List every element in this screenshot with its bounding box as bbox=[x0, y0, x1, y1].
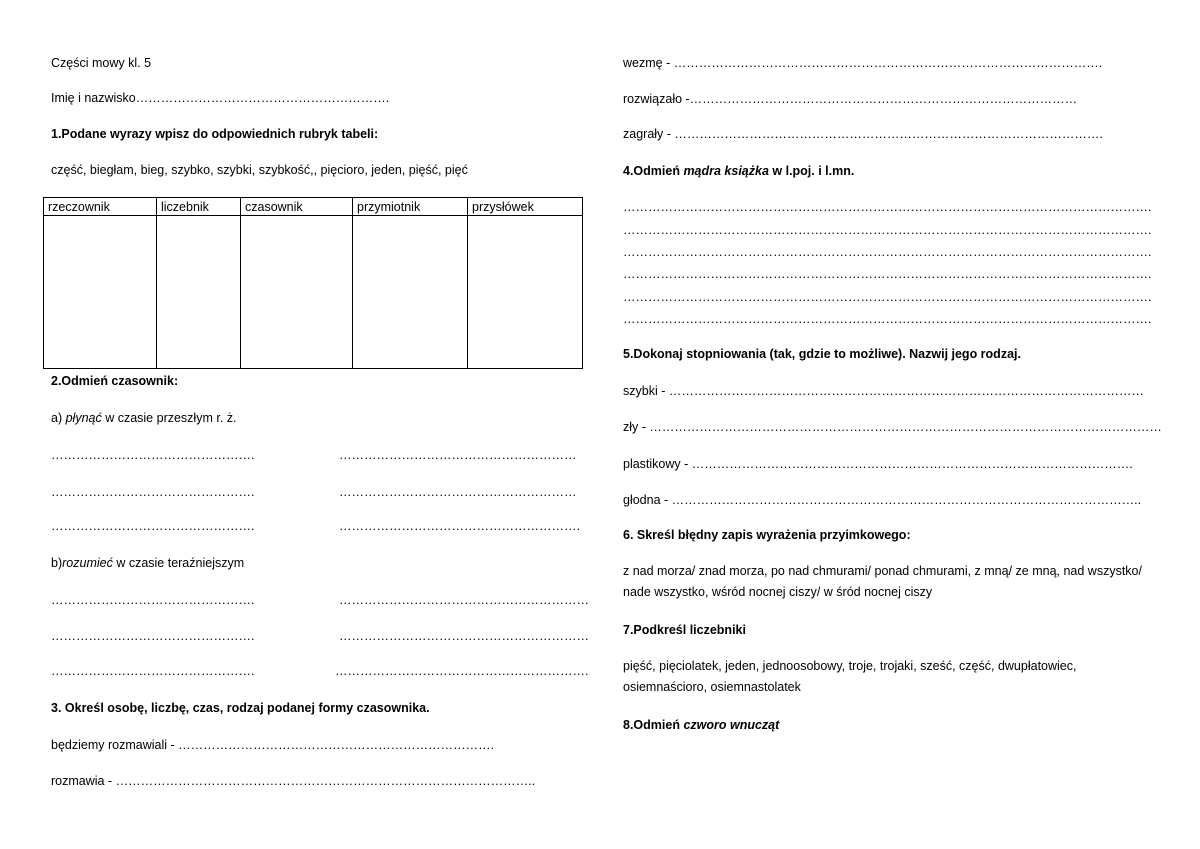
answer-line[interactable]: …………………………………………. bbox=[51, 448, 255, 462]
name-line[interactable]: Imię i nazwisko……………………………………………………. bbox=[51, 91, 390, 105]
answer-cell-rzeczownik[interactable] bbox=[44, 216, 157, 369]
answer-line[interactable]: ………………………………………………… bbox=[339, 485, 577, 499]
task1-words: część, biegłam, bieg, szybko, szybki, szybkość,, pięcioro, jeden, pięść, pięć bbox=[51, 163, 468, 177]
task2-heading: 2.Odmień czasownik: bbox=[51, 374, 179, 388]
answer-cell-przymiotnik[interactable] bbox=[353, 216, 468, 369]
worksheet-title: Części mowy kl. 5 bbox=[51, 56, 152, 70]
answer-line[interactable]: …………………………………………………… bbox=[339, 593, 589, 607]
task3-item[interactable]: rozwiązało -………………………………………………………………………………… bbox=[623, 92, 1078, 106]
task7-text: pięść, pięciolatek, jeden, jednoosobowy, troje, trojaki, sześć, część, dwupłatowiec, osiemnaścioro, osiemnastolatek bbox=[623, 659, 1077, 694]
task5-item[interactable]: szybki - …………………………………………………………………………………………………… bbox=[623, 384, 1144, 398]
parts-of-speech-table bbox=[43, 197, 583, 369]
answer-line[interactable]: …………………………………………. bbox=[51, 664, 255, 678]
table-header-cell: przymiotnik bbox=[353, 198, 468, 216]
answer-cell-liczebnik[interactable] bbox=[157, 216, 241, 369]
task6-heading: 6. Skreśl błędny zapis wyrażenia przyimkowego: bbox=[623, 528, 911, 542]
task3-item[interactable]: rozmawia - ……………………………………………………………………………………….. bbox=[51, 774, 536, 788]
task2b-instruction: b)rozumieć w czasie teraźniejszym bbox=[51, 556, 245, 570]
task5-item[interactable]: głodna - ………………………………………………………………………………………………….. bbox=[623, 493, 1142, 507]
task3-item[interactable]: będziemy rozmawiali - …………………………………………………………………. bbox=[51, 738, 495, 752]
answer-line[interactable]: ………………………………………………………………………………………………………………. bbox=[623, 245, 1152, 259]
answer-line[interactable]: ………………………………………………… bbox=[339, 448, 577, 462]
task2a-instruction: a) płynąć w czasie przeszłym r. ż. bbox=[51, 411, 237, 425]
table-header-cell: liczebnik bbox=[157, 198, 241, 216]
answer-cell-przyslowek[interactable] bbox=[468, 216, 583, 369]
task8-heading: 8.Odmień czworo wnucząt bbox=[623, 718, 780, 732]
answer-line[interactable]: …………………………………………. bbox=[51, 593, 255, 607]
task6-text: z nad morza/ znad morza, po nad chmurami/ ponad chmurami, z mną/ ze mną, nad wszystko/ nade wszystko, wśród nocnej ciszy/ w śród nocnej ciszy bbox=[623, 564, 1142, 599]
table-header-cell: rzeczownik bbox=[44, 198, 157, 216]
answer-line[interactable]: …………………………………………. bbox=[51, 485, 255, 499]
task1-heading: 1.Podane wyrazy wpisz do odpowiednich rubryk tabeli: bbox=[51, 127, 379, 141]
table-answer-row bbox=[44, 216, 583, 369]
answer-line[interactable]: ……………………………………………………. bbox=[335, 664, 589, 678]
task5-item[interactable]: zły - …………………………………………………………………………………………………………… bbox=[623, 420, 1162, 434]
task3-item[interactable]: zagrały - …………………………………………………………………………………………. bbox=[623, 127, 1103, 141]
answer-line[interactable]: ………………………………………………………………………………………………………………. bbox=[623, 200, 1152, 214]
answer-cell-czasownik[interactable] bbox=[241, 216, 353, 369]
answer-line[interactable]: ………………………………………………………………………………………………………………. bbox=[623, 267, 1152, 281]
answer-line[interactable]: ………………………………………………………………………………………………………………. bbox=[623, 223, 1152, 237]
table-header-cell: przysłówek bbox=[468, 198, 583, 216]
task4-heading: 4.Odmień mądra książka w l.poj. i l.mn. bbox=[623, 164, 855, 178]
answer-line[interactable]: …………………………………………. bbox=[51, 519, 255, 533]
answer-line[interactable]: ………………………………………………………………………………………………………………. bbox=[623, 312, 1152, 326]
table-header-row bbox=[44, 198, 583, 216]
task5-item[interactable]: plastikowy - ……………………………………………………………………………………………. bbox=[623, 457, 1133, 471]
answer-line[interactable]: …………………………………………. bbox=[51, 629, 255, 643]
answer-line[interactable]: …………………………………………………… bbox=[339, 629, 589, 643]
answer-line[interactable]: …………………………………………………. bbox=[339, 519, 580, 533]
task3-item[interactable]: wezmę - …………………………………………………………………………………………. bbox=[623, 56, 1103, 70]
table-header-cell: czasownik bbox=[241, 198, 353, 216]
task7-heading: 7.Podkreśl liczebniki bbox=[623, 623, 746, 637]
task3-heading: 3. Określ osobę, liczbę, czas, rodzaj podanej formy czasownika. bbox=[51, 701, 430, 715]
answer-line[interactable]: ………………………………………………………………………………………………………………. bbox=[623, 290, 1152, 304]
task5-heading: 5.Dokonaj stopniowania (tak, gdzie to możliwe). Nazwij jego rodzaj. bbox=[623, 347, 1021, 361]
